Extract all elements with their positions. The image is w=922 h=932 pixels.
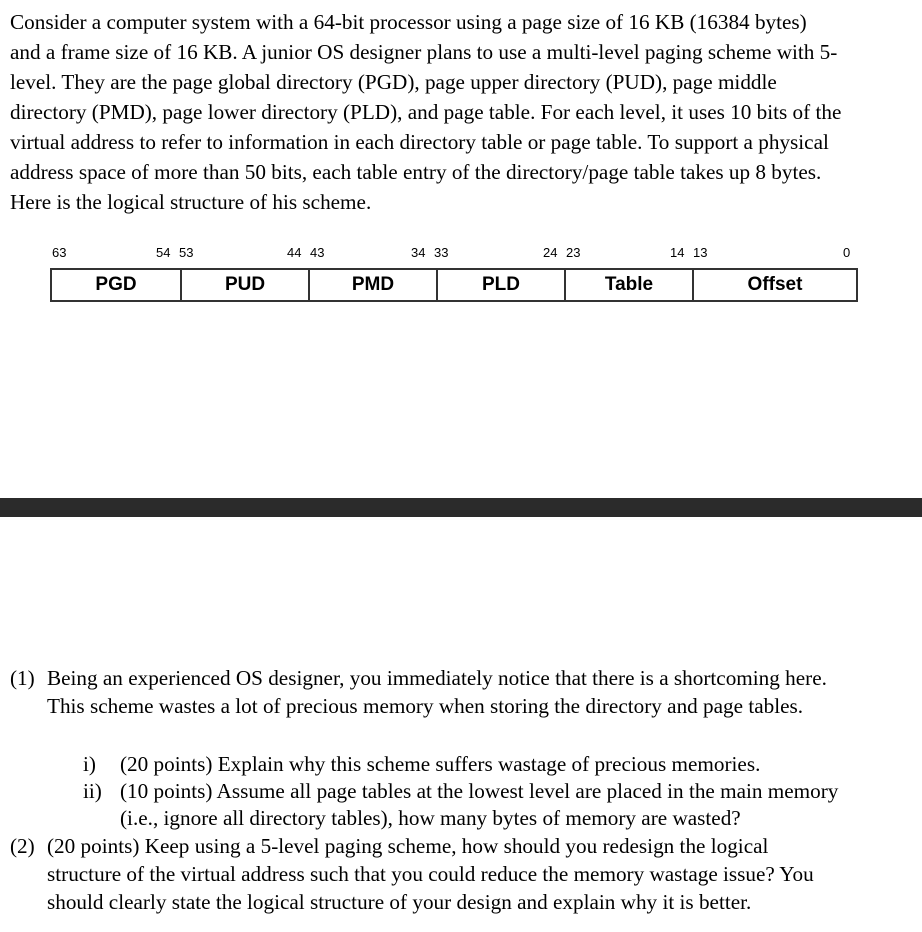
field-table: Table (564, 268, 692, 302)
intro-line: Here is the logical structure of his scheme. (10, 190, 372, 214)
bit-label-23: 23 (566, 245, 581, 260)
field-offset: Offset (692, 268, 858, 302)
question-2-text: structure of the virtual address such that you could reduce the memory wastage issue? You (47, 862, 814, 886)
question-2-text: (20 points) Keep using a 5-level paging scheme, how should you redesign the logical (47, 834, 769, 858)
intro-line: level. They are the page global directory (PGD), page upper directory (PUD), page middle (10, 70, 777, 94)
field-pld: PLD (436, 268, 564, 302)
question-1-text: This scheme wastes a lot of precious memory when storing the directory and page tables. (47, 694, 804, 718)
intro-line: and a frame size of 16 KB. A junior OS designer plans to use a multi-level paging scheme with 5- (10, 40, 838, 64)
subquestion-ii-number: ii) (83, 779, 102, 803)
bit-label-54: 54 (156, 245, 171, 260)
intro-line: virtual address to refer to information in each directory table or page table. To support a physical (10, 130, 829, 154)
field-pud: PUD (180, 268, 308, 302)
bit-label-14: 14 (670, 245, 685, 260)
intro-line: directory (PMD), page lower directory (PLD), and page table. For each level, it uses 10 bits of the (10, 100, 842, 124)
bit-label-63: 63 (52, 245, 67, 260)
bit-label-44: 44 (287, 245, 302, 260)
question-1-number: (1) (10, 666, 35, 690)
bit-label-13: 13 (693, 245, 708, 260)
question-1-text: Being an experienced OS designer, you immediately notice that there is a shortcoming here. (47, 666, 827, 690)
subquestion-i-number: i) (83, 752, 96, 776)
subquestion-ii-text: (10 points) Assume all page tables at the lowest level are placed in the main memory (120, 779, 839, 803)
subquestion-ii-text: (i.e., ignore all directory tables), how many bytes of memory are wasted? (120, 806, 741, 830)
bit-label-0: 0 (843, 245, 851, 260)
bit-label-33: 33 (434, 245, 449, 260)
bit-label-43: 43 (310, 245, 325, 260)
virtual-address-structure-diagram (0, 240, 922, 315)
question-2-number: (2) (10, 834, 35, 858)
question-2-text: should clearly state the logical structure of your design and explain why it is better. (47, 890, 752, 914)
section-divider (0, 498, 922, 517)
bit-label-34: 34 (411, 245, 426, 260)
subquestion-i-text: (20 points) Explain why this scheme suffers wastage of precious memories. (120, 752, 761, 776)
field-pgd: PGD (50, 268, 180, 302)
field-pmd: PMD (308, 268, 436, 302)
intro-line: address space of more than 50 bits, each table entry of the directory/page table takes up 8 bytes. (10, 160, 822, 184)
problem-statement (10, 7, 915, 217)
bit-label-24: 24 (543, 245, 558, 260)
bit-label-53: 53 (179, 245, 194, 260)
intro-line: Consider a computer system with a 64-bit processor using a page size of 16 KB (16384 bytes) (10, 10, 807, 34)
